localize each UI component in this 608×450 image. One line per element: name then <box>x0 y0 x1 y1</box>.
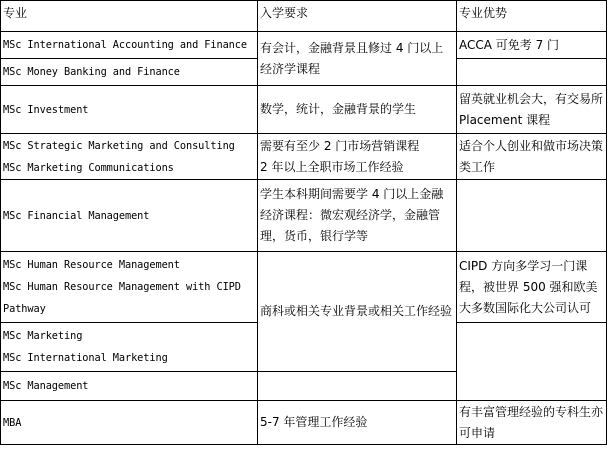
table-row <box>1 180 607 252</box>
major-line: MSc Human Resource Management <box>3 259 180 271</box>
major-line: MSc International Marketing <box>3 352 168 364</box>
major-cell <box>1 323 258 372</box>
requirement-cell: 商科或相关专业背景或相关工作经验 <box>258 252 457 372</box>
header-requirement: 入学要求 <box>258 1 457 32</box>
major-cell <box>1 252 258 323</box>
table-row <box>1 86 607 134</box>
requirement-cell: 学生本科期间需要学 4 门以上金融经济课程：微宏观经济学，金融管理，货币，银行学等 <box>258 180 457 252</box>
table-row <box>1 32 607 59</box>
major-cell: MSc Money Banking and Finance <box>1 59 258 86</box>
requirement-line: 2 年以上全职市场工作经验 <box>260 159 404 174</box>
table-row <box>1 134 607 180</box>
requirement-line: 需要有至少 2 门市场营销课程 <box>260 138 420 153</box>
advantage-cell: 适合个人创业和做市场决策类工作 <box>457 134 607 180</box>
major-cell: MSc Management <box>1 372 258 401</box>
advantage-cell: 留英就业机会大，有交易所 Placement 课程 <box>457 86 607 134</box>
requirement-cell: 5-7 年管理工作经验 <box>258 401 457 445</box>
requirement-cell: 数学，统计，金融背景的学生 <box>258 86 457 134</box>
major-line: MSc Marketing <box>3 330 83 342</box>
major-line: MSc Human Resource Management with CIPD Pathway <box>3 281 241 315</box>
header-row <box>1 1 607 32</box>
advantage-cell: CIPD 方向多学习一门课程，被世界 500 强和欧美大多数国际化大公司认可 <box>457 252 607 323</box>
major-cell: MSc Investment <box>1 86 258 134</box>
header-major: 专业 <box>1 1 258 32</box>
table-row <box>1 401 607 445</box>
major-cell: MBA <box>1 401 258 445</box>
advantage-cell: ACCA 可免考 7 门 <box>457 32 607 59</box>
major-cell: MSc International Accounting and Finance <box>1 32 258 59</box>
requirement-empty-cell <box>258 372 457 401</box>
major-line: MSc Marketing Communications <box>3 161 174 174</box>
table-row <box>1 252 607 323</box>
advantage-empty-cell <box>457 180 607 252</box>
requirement-cell: 有会计，金融背景且修过 4 门以上经济学课程 <box>258 32 457 86</box>
advantage-cell: 有丰富管理经验的专科生亦可申请 <box>457 401 607 445</box>
advantage-empty-cell <box>457 323 607 401</box>
major-line: MSc Strategic Marketing and Consulting <box>3 139 235 152</box>
major-cell: MSc Financial Management <box>1 180 258 252</box>
advantage-empty-cell <box>457 59 607 86</box>
requirement-cell <box>258 134 457 180</box>
major-cell <box>1 134 258 180</box>
header-advantage: 专业优势 <box>457 1 607 32</box>
